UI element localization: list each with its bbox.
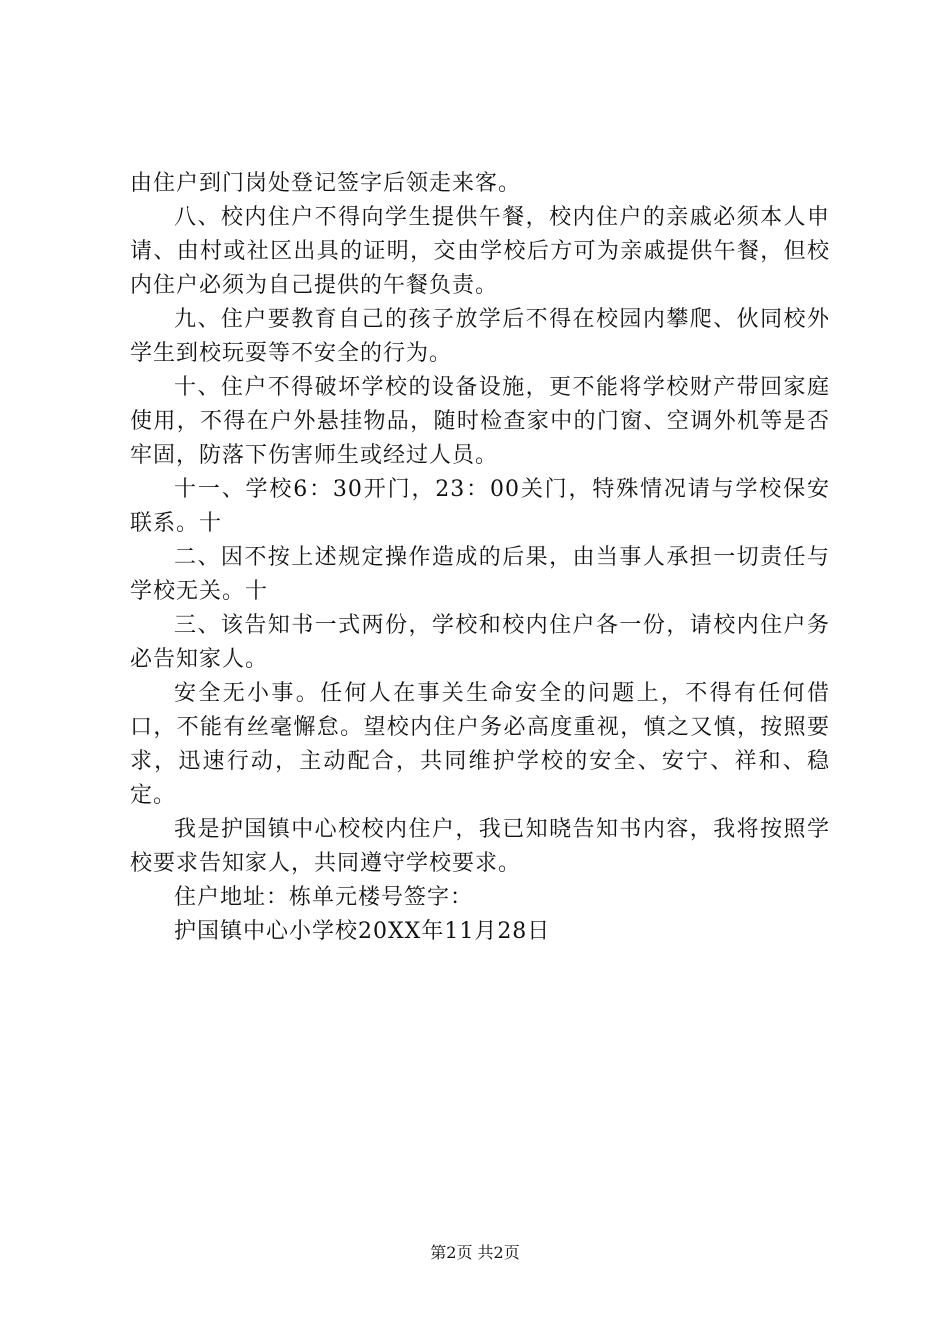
school-date-line: 护国镇中心小学校20XX年11月28日	[174, 919, 551, 944]
paragraph-item-13: 三、该告知书一式两份，学校和校内住户各一份，请校内住户务必告知家人。	[130, 613, 830, 672]
paragraph-resident-acknowledgement: 我是护国镇中心校校内住户，我已知晓告知书内容，我将按照学校要求告知家人，共同遵守学校要求。	[130, 817, 830, 876]
paragraph-item-8: 八、校内住户不得向学生提供午餐，校内住户的亲戚必须本人申请、由村或社区出具的证明，交由学校后方可为亲戚提供午餐，但校内住户必须为自己提供的午餐负责。	[130, 205, 830, 298]
paragraph-item-10: 十、住户不得破坏学校的设备设施，更不能将学校财产带回家庭使用，不得在户外悬挂物品，随时检查家中的门窗、空调外机等是否牢固，防落下伤害师生或经过人员。	[130, 375, 830, 468]
resident-address-signature-line: 住户地址：栋单元楼号签字：	[174, 885, 474, 910]
page-number-footer: 第2页 共2页	[430, 1243, 520, 1262]
paragraph-item-9: 九、住户要教育自己的孩子放学后不得在校园内攀爬、伙同校外学生到校玩耍等不安全的行为。	[130, 307, 830, 366]
paragraph-continuation: 由住户到门岗处登记签字后领走来客。	[130, 171, 522, 196]
paragraph-safety-notice: 安全无小事。任何人在事关生命安全的问题上，不得有任何借口，不能有丝毫懈怠。望校内住户务必高度重视，慎之又慎，按照要求，迅速行动，主动配合，共同维护学校的安全、安宁、祥和、稳定。	[130, 681, 830, 808]
document-body	[130, 167, 830, 949]
paragraph-item-11: 十一、学校6：30开门，23：00关门，特殊情况请与学校保安联系。十	[130, 477, 830, 536]
paragraph-item-12: 二、因不按上述规定操作造成的后果，由当事人承担一切责任与学校无关。十	[130, 545, 830, 604]
